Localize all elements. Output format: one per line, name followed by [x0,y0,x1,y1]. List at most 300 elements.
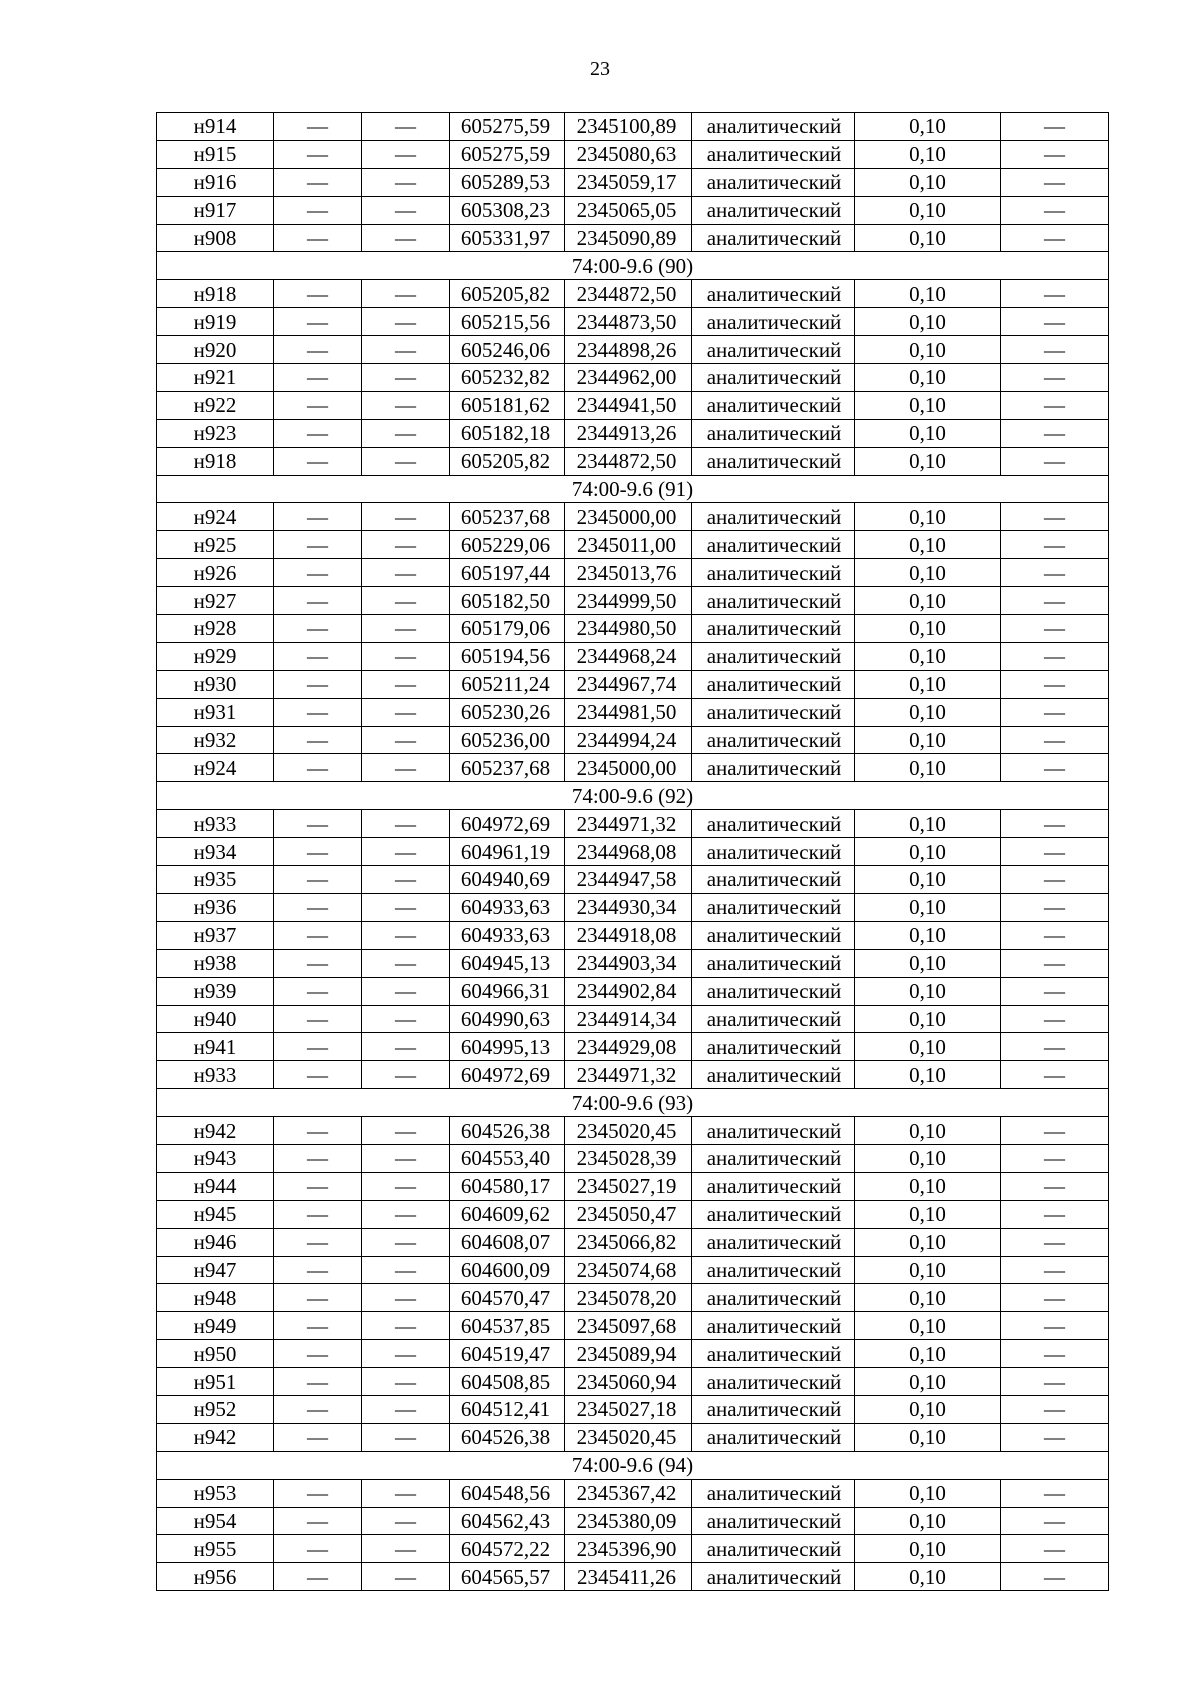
table-row [157,1228,1109,1256]
dash-cell: — [1001,1061,1109,1089]
dash-cell: — [1001,949,1109,977]
dash-cell: — [362,196,450,224]
accuracy-cell: 0,10 [855,1368,1001,1396]
method-cell: аналитический [692,670,855,698]
x-coordinate-cell: 605275,59 [450,140,565,168]
dash-cell: — [274,168,362,196]
y-coordinate-cell: 2345020,45 [565,1423,692,1451]
x-coordinate-cell: 605308,23 [450,196,565,224]
method-cell: аналитический [692,1005,855,1033]
x-coordinate-cell: 604537,85 [450,1312,565,1340]
point-name-cell: н930 [157,670,274,698]
accuracy-cell: 0,10 [855,1172,1001,1200]
dash-cell: — [362,642,450,670]
dash-cell: — [1001,280,1109,308]
x-coordinate-cell: 604940,69 [450,866,565,894]
y-coordinate-cell: 2345000,00 [565,503,692,531]
method-cell: аналитический [692,391,855,419]
table-row [157,336,1109,364]
dash-cell: — [362,698,450,726]
dash-cell: — [274,113,362,141]
x-coordinate-cell: 604945,13 [450,949,565,977]
method-cell: аналитический [692,1340,855,1368]
x-coordinate-cell: 604933,63 [450,893,565,921]
x-coordinate-cell: 604580,17 [450,1172,565,1200]
method-cell: аналитический [692,196,855,224]
y-coordinate-cell: 2344873,50 [565,308,692,336]
dash-cell: — [274,1563,362,1591]
method-cell: аналитический [692,810,855,838]
y-coordinate-cell: 2344981,50 [565,698,692,726]
point-name-cell: н916 [157,168,274,196]
y-coordinate-cell: 2344947,58 [565,866,692,894]
dash-cell: — [274,893,362,921]
dash-cell: — [1001,1172,1109,1200]
dash-cell: — [274,140,362,168]
dash-cell: — [274,1172,362,1200]
table-row [157,893,1109,921]
dash-cell: — [1001,168,1109,196]
method-cell: аналитический [692,1507,855,1535]
accuracy-cell: 0,10 [855,1479,1001,1507]
dash-cell: — [1001,1340,1109,1368]
table-row [157,196,1109,224]
coordinates-table-body [157,113,1109,1591]
y-coordinate-cell: 2344898,26 [565,336,692,364]
dash-cell: — [274,336,362,364]
dash-cell: — [274,1061,362,1089]
point-name-cell: н917 [157,196,274,224]
dash-cell: — [362,531,450,559]
point-name-cell: н929 [157,642,274,670]
point-name-cell: н933 [157,1061,274,1089]
dash-cell: — [1001,1117,1109,1145]
y-coordinate-cell: 2345050,47 [565,1200,692,1228]
dash-cell: — [1001,866,1109,894]
dash-cell: — [274,1535,362,1563]
method-cell: аналитический [692,949,855,977]
method-cell: аналитический [692,1563,855,1591]
method-cell: аналитический [692,754,855,782]
method-cell: аналитический [692,698,855,726]
accuracy-cell: 0,10 [855,503,1001,531]
accuracy-cell: 0,10 [855,615,1001,643]
method-cell: аналитический [692,419,855,447]
table-section-row [157,475,1109,503]
accuracy-cell: 0,10 [855,140,1001,168]
table-row [157,559,1109,587]
accuracy-cell: 0,10 [855,1117,1001,1145]
y-coordinate-cell: 2345078,20 [565,1284,692,1312]
table-row [157,1061,1109,1089]
y-coordinate-cell: 2344968,24 [565,642,692,670]
y-coordinate-cell: 2344999,50 [565,587,692,615]
point-name-cell: н956 [157,1563,274,1591]
dash-cell: — [274,754,362,782]
point-name-cell: н942 [157,1117,274,1145]
y-coordinate-cell: 2344913,26 [565,419,692,447]
dash-cell: — [362,838,450,866]
table-row [157,1033,1109,1061]
dash-cell: — [362,391,450,419]
x-coordinate-cell: 604933,63 [450,921,565,949]
dash-cell: — [362,1479,450,1507]
y-coordinate-cell: 2344914,34 [565,1005,692,1033]
dash-cell: — [1001,140,1109,168]
dash-cell: — [1001,531,1109,559]
method-cell: аналитический [692,1395,855,1423]
dash-cell: — [1001,726,1109,754]
accuracy-cell: 0,10 [855,113,1001,141]
point-name-cell: н944 [157,1172,274,1200]
dash-cell: — [274,1005,362,1033]
dash-cell: — [1001,921,1109,949]
method-cell: аналитический [692,1144,855,1172]
accuracy-cell: 0,10 [855,810,1001,838]
x-coordinate-cell: 604608,07 [450,1228,565,1256]
method-cell: аналитический [692,1200,855,1228]
dash-cell: — [1001,224,1109,252]
dash-cell: — [362,1117,450,1145]
point-name-cell: н949 [157,1312,274,1340]
x-coordinate-cell: 604990,63 [450,1005,565,1033]
dash-cell: — [1001,391,1109,419]
point-name-cell: н924 [157,503,274,531]
x-coordinate-cell: 604512,41 [450,1395,565,1423]
x-coordinate-cell: 604972,69 [450,810,565,838]
method-cell: аналитический [692,977,855,1005]
y-coordinate-cell: 2345089,94 [565,1340,692,1368]
x-coordinate-cell: 604519,47 [450,1340,565,1368]
dash-cell: — [274,1479,362,1507]
dash-cell: — [1001,754,1109,782]
method-cell: аналитический [692,1479,855,1507]
dash-cell: — [362,1061,450,1089]
dash-cell: — [274,1340,362,1368]
point-name-cell: н925 [157,531,274,559]
x-coordinate-cell: 604572,22 [450,1535,565,1563]
method-cell: аналитический [692,168,855,196]
table-row [157,503,1109,531]
dash-cell: — [1001,559,1109,587]
dash-cell: — [1001,308,1109,336]
dash-cell: — [274,1228,362,1256]
y-coordinate-cell: 2345367,42 [565,1479,692,1507]
table-row [157,1563,1109,1591]
dash-cell: — [274,196,362,224]
method-cell: аналитический [692,113,855,141]
accuracy-cell: 0,10 [855,1563,1001,1591]
y-coordinate-cell: 2344872,50 [565,447,692,475]
table-row [157,419,1109,447]
dash-cell: — [1001,1507,1109,1535]
accuracy-cell: 0,10 [855,1200,1001,1228]
accuracy-cell: 0,10 [855,1005,1001,1033]
dash-cell: — [362,419,450,447]
dash-cell: — [362,1005,450,1033]
dash-cell: — [1001,1033,1109,1061]
accuracy-cell: 0,10 [855,1144,1001,1172]
dash-cell: — [274,587,362,615]
dash-cell: — [362,1563,450,1591]
dash-cell: — [1001,1479,1109,1507]
table-row [157,615,1109,643]
y-coordinate-cell: 2345000,00 [565,754,692,782]
x-coordinate-cell: 604526,38 [450,1423,565,1451]
table-section-row [157,1089,1109,1117]
point-name-cell: н954 [157,1507,274,1535]
point-name-cell: н937 [157,921,274,949]
accuracy-cell: 0,10 [855,559,1001,587]
accuracy-cell: 0,10 [855,1507,1001,1535]
y-coordinate-cell: 2344962,00 [565,364,692,392]
accuracy-cell: 0,10 [855,587,1001,615]
y-coordinate-cell: 2344971,32 [565,810,692,838]
dash-cell: — [362,1200,450,1228]
point-name-cell: н915 [157,140,274,168]
dash-cell: — [274,921,362,949]
dash-cell: — [1001,642,1109,670]
method-cell: аналитический [692,587,855,615]
dash-cell: — [362,1395,450,1423]
dash-cell: — [1001,1535,1109,1563]
point-name-cell: н926 [157,559,274,587]
point-name-cell: н932 [157,726,274,754]
table-section-row [157,252,1109,280]
dash-cell: — [362,1507,450,1535]
y-coordinate-cell: 2345074,68 [565,1256,692,1284]
dash-cell: — [274,1312,362,1340]
dash-cell: — [1001,1312,1109,1340]
dash-cell: — [362,587,450,615]
x-coordinate-cell: 604972,69 [450,1061,565,1089]
table-section-row [157,1451,1109,1479]
method-cell: аналитический [692,838,855,866]
method-cell: аналитический [692,866,855,894]
table-row [157,1479,1109,1507]
x-coordinate-cell: 605194,56 [450,642,565,670]
x-coordinate-cell: 604548,56 [450,1479,565,1507]
dash-cell: — [362,726,450,754]
dash-cell: — [1001,336,1109,364]
x-coordinate-cell: 605230,26 [450,698,565,726]
dash-cell: — [1001,419,1109,447]
accuracy-cell: 0,10 [855,921,1001,949]
dash-cell: — [362,280,450,308]
table-row [157,280,1109,308]
x-coordinate-cell: 605232,82 [450,364,565,392]
table-row [157,1284,1109,1312]
dash-cell: — [362,1340,450,1368]
dash-cell: — [274,280,362,308]
point-name-cell: н952 [157,1395,274,1423]
x-coordinate-cell: 605331,97 [450,224,565,252]
point-name-cell: н928 [157,615,274,643]
method-cell: аналитический [692,336,855,364]
table-row [157,308,1109,336]
dash-cell: — [362,754,450,782]
method-cell: аналитический [692,280,855,308]
dash-cell: — [1001,1423,1109,1451]
accuracy-cell: 0,10 [855,642,1001,670]
dash-cell: — [274,559,362,587]
point-name-cell: н921 [157,364,274,392]
method-cell: аналитический [692,1117,855,1145]
point-name-cell: н923 [157,419,274,447]
accuracy-cell: 0,10 [855,1340,1001,1368]
x-coordinate-cell: 605205,82 [450,280,565,308]
accuracy-cell: 0,10 [855,391,1001,419]
dash-cell: — [274,1507,362,1535]
point-name-cell: н941 [157,1033,274,1061]
method-cell: аналитический [692,1172,855,1200]
table-row [157,447,1109,475]
dash-cell: — [362,168,450,196]
dash-cell: — [1001,615,1109,643]
accuracy-cell: 0,10 [855,1228,1001,1256]
y-coordinate-cell: 2345411,26 [565,1563,692,1591]
table-row [157,113,1109,141]
dash-cell: — [274,224,362,252]
accuracy-cell: 0,10 [855,1395,1001,1423]
method-cell: аналитический [692,308,855,336]
accuracy-cell: 0,10 [855,1033,1001,1061]
point-name-cell: н951 [157,1368,274,1396]
accuracy-cell: 0,10 [855,1535,1001,1563]
dash-cell: — [1001,1395,1109,1423]
table-row [157,726,1109,754]
dash-cell: — [362,949,450,977]
dash-cell: — [362,140,450,168]
x-coordinate-cell: 605289,53 [450,168,565,196]
dash-cell: — [1001,1200,1109,1228]
method-cell: аналитический [692,1228,855,1256]
table-row [157,1368,1109,1396]
dash-cell: — [362,1535,450,1563]
table-row [157,168,1109,196]
accuracy-cell: 0,10 [855,1256,1001,1284]
point-name-cell: н938 [157,949,274,977]
table-row [157,1340,1109,1368]
accuracy-cell: 0,10 [855,698,1001,726]
accuracy-cell: 0,10 [855,1312,1001,1340]
dash-cell: — [362,893,450,921]
point-name-cell: н945 [157,1200,274,1228]
table-row [157,838,1109,866]
dash-cell: — [1001,1563,1109,1591]
point-name-cell: н940 [157,1005,274,1033]
section-label: 74:00-9.6 (93) [157,1089,1109,1117]
dash-cell: — [274,642,362,670]
dash-cell: — [362,447,450,475]
dash-cell: — [1001,587,1109,615]
point-name-cell: н922 [157,391,274,419]
coordinates-table [156,112,1109,1591]
dash-cell: — [1001,503,1109,531]
y-coordinate-cell: 2345020,45 [565,1117,692,1145]
table-row [157,1507,1109,1535]
method-cell: аналитический [692,531,855,559]
dash-cell: — [274,364,362,392]
y-coordinate-cell: 2345027,18 [565,1395,692,1423]
dash-cell: — [1001,1005,1109,1033]
dash-cell: — [1001,364,1109,392]
point-name-cell: н948 [157,1284,274,1312]
x-coordinate-cell: 605197,44 [450,559,565,587]
y-coordinate-cell: 2344994,24 [565,726,692,754]
dash-cell: — [274,1256,362,1284]
x-coordinate-cell: 605179,06 [450,615,565,643]
point-name-cell: н933 [157,810,274,838]
x-coordinate-cell: 604961,19 [450,838,565,866]
accuracy-cell: 0,10 [855,893,1001,921]
x-coordinate-cell: 605211,24 [450,670,565,698]
x-coordinate-cell: 605275,59 [450,113,565,141]
dash-cell: — [1001,1256,1109,1284]
y-coordinate-cell: 2345013,76 [565,559,692,587]
point-name-cell: н919 [157,308,274,336]
dash-cell: — [274,308,362,336]
x-coordinate-cell: 604600,09 [450,1256,565,1284]
dash-cell: — [274,1284,362,1312]
section-label: 74:00-9.6 (94) [157,1451,1109,1479]
table-row [157,224,1109,252]
x-coordinate-cell: 605205,82 [450,447,565,475]
table-row [157,587,1109,615]
accuracy-cell: 0,10 [855,224,1001,252]
point-name-cell: н914 [157,113,274,141]
y-coordinate-cell: 2344968,08 [565,838,692,866]
dash-cell: — [362,1172,450,1200]
table-row [157,1117,1109,1145]
method-cell: аналитический [692,1256,855,1284]
method-cell: аналитический [692,893,855,921]
x-coordinate-cell: 605181,62 [450,391,565,419]
accuracy-cell: 0,10 [855,670,1001,698]
dash-cell: — [274,447,362,475]
accuracy-cell: 0,10 [855,308,1001,336]
dash-cell: — [274,503,362,531]
point-name-cell: н942 [157,1423,274,1451]
dash-cell: — [274,1423,362,1451]
dash-cell: — [274,1117,362,1145]
y-coordinate-cell: 2345059,17 [565,168,692,196]
table-row [157,1395,1109,1423]
dash-cell: — [1001,698,1109,726]
table-row [157,1172,1109,1200]
method-cell: аналитический [692,642,855,670]
accuracy-cell: 0,10 [855,838,1001,866]
table-row [157,949,1109,977]
dash-cell: — [362,1423,450,1451]
point-name-cell: н953 [157,1479,274,1507]
dash-cell: — [274,531,362,559]
section-label: 74:00-9.6 (90) [157,252,1109,280]
point-name-cell: н950 [157,1340,274,1368]
method-cell: аналитический [692,1061,855,1089]
dash-cell: — [362,670,450,698]
dash-cell: — [362,1033,450,1061]
dash-cell: — [362,1144,450,1172]
dash-cell: — [274,977,362,1005]
accuracy-cell: 0,10 [855,977,1001,1005]
dash-cell: — [362,1368,450,1396]
dash-cell: — [1001,1284,1109,1312]
table-row [157,921,1109,949]
dash-cell: — [1001,1368,1109,1396]
table-row [157,1535,1109,1563]
x-coordinate-cell: 605182,18 [450,419,565,447]
